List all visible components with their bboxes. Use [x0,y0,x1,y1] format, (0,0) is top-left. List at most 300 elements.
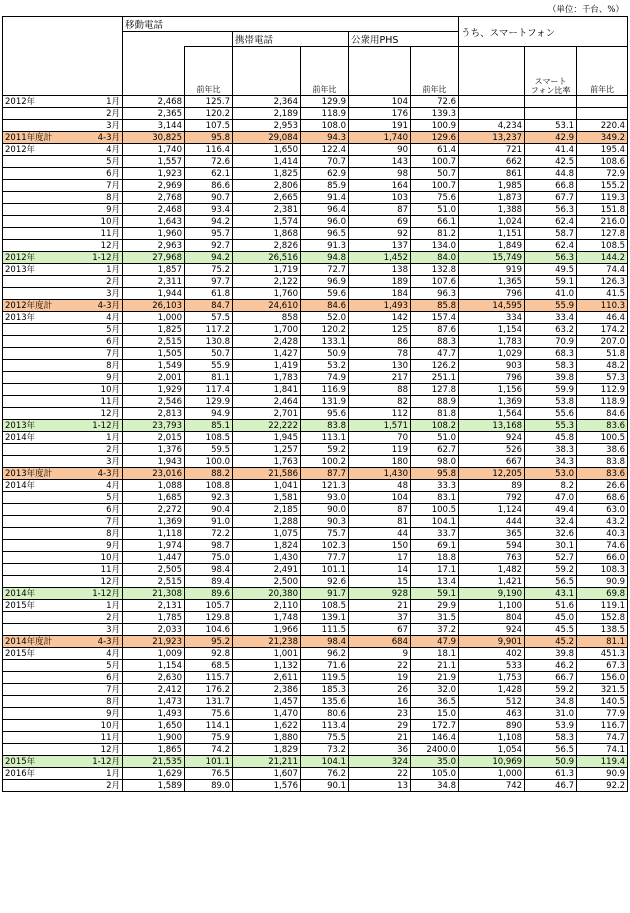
smartphone-units-cell: 365 [459,528,525,540]
phs-units-cell: 119 [349,444,411,456]
mobile-yoy-cell: 94.9 [185,408,233,420]
mobile-units-cell: 1,154 [123,660,185,672]
mobile-units-cell: 1,493 [123,708,185,720]
period-year: 2012年 [3,252,65,264]
smartphone-units-cell: 861 [459,168,525,180]
smartphone-ratio-cell: 55.6 [525,408,577,420]
cellular-units-cell: 1,945 [233,432,301,444]
cellular-units-cell: 1,001 [233,648,301,660]
phs-yoy-cell: 18.1 [411,648,459,660]
period-month: 1月 [65,432,123,444]
cellular-units-cell: 1,576 [233,780,301,792]
phs-yoy-cell: 87.6 [411,324,459,336]
phs-yoy-cell: 66.1 [411,216,459,228]
period-year: 2014年度計 [3,636,65,648]
period-month: 3月 [65,120,123,132]
period-year [3,348,65,360]
cellular-units-cell: 1,760 [233,288,301,300]
cellular-yoy-cell: 111.5 [301,624,349,636]
phs-units-cell: 16 [349,696,411,708]
cellular-yoy-cell: 62.9 [301,168,349,180]
period-month: 10月 [65,552,123,564]
cellular-yoy-cell: 95.6 [301,408,349,420]
period-month: 10月 [65,384,123,396]
cellular-units-cell: 2,464 [233,396,301,408]
smartphone-ratio-cell: 46.2 [525,660,577,672]
smartphone-ratio-cell: 61.3 [525,768,577,780]
cellular-yoy-cell: 96.9 [301,276,349,288]
smartphone-ratio-cell: 53.8 [525,396,577,408]
mobile-yoy-cell: 61.8 [185,288,233,300]
phs-units-cell: 23 [349,708,411,720]
mobile-units-cell: 2,001 [123,372,185,384]
mobile-units-cell: 27,968 [123,252,185,264]
mobile-units-cell: 2,813 [123,408,185,420]
phs-units-cell: 1,430 [349,468,411,480]
table-row [3,732,628,744]
mobile-yoy-cell: 90.4 [185,504,233,516]
table-row [3,768,628,780]
smartphone-yoy-cell: 349.2 [577,132,628,144]
smartphone-units-cell: 1,482 [459,564,525,576]
cellular-yoy-cell: 96.4 [301,204,349,216]
smartphone-units-cell: 4,234 [459,120,525,132]
cellular-yoy-cell: 122.4 [301,144,349,156]
mobile-yoy-cell: 130.8 [185,336,233,348]
period-year [3,216,65,228]
smartphone-ratio-cell: 53.1 [525,120,577,132]
cellular-yoy-cell: 74.9 [301,372,349,384]
cellular-yoy-cell: 116.9 [301,384,349,396]
smartphone-ratio-cell: 55.3 [525,420,577,432]
cellular-yoy-cell: 119.5 [301,672,349,684]
cellular-yoy-cell: 70.7 [301,156,349,168]
smartphone-units-cell: 1,369 [459,396,525,408]
cellular-units-cell: 1,824 [233,540,301,552]
mobile-units-cell: 1,447 [123,552,185,564]
table-row [3,720,628,732]
phs-units-cell: 112 [349,408,411,420]
cellular-yoy-cell: 76.2 [301,768,349,780]
phs-units-cell: 88 [349,384,411,396]
smartphone-ratio-cell: 46.7 [525,780,577,792]
smartphone-units-cell: 1,365 [459,276,525,288]
phs-yoy-cell: 51.0 [411,204,459,216]
table-row [3,684,628,696]
period-month: 5月 [65,492,123,504]
smartphone-ratio-cell [525,96,577,108]
phs-units-cell: 9 [349,648,411,660]
period-year [3,576,65,588]
phs-yoy-cell: 107.6 [411,276,459,288]
smartphone-yoy-cell: 108.6 [577,156,628,168]
period-year [3,492,65,504]
cellular-yoy-cell: 87.7 [301,468,349,480]
phs-yoy-cell: 172.7 [411,720,459,732]
table-row [3,540,628,552]
smartphone-yoy-cell: 81.1 [577,636,628,648]
period-year: 2012年 [3,96,65,108]
phs-yoy-cell: 62.7 [411,444,459,456]
phs-yoy-cell: 88.9 [411,396,459,408]
period-month: 12月 [65,408,123,420]
smartphone-units-cell: 721 [459,144,525,156]
smartphone-yoy-cell: 144.2 [577,252,628,264]
cellular-yoy-cell: 73.2 [301,744,349,756]
table-row [3,480,628,492]
cellular-yoy-cell: 94.8 [301,252,349,264]
smartphone-yoy-cell: 83.6 [577,468,628,480]
smartphone-yoy-cell: 83.8 [577,456,628,468]
mobile-units-cell: 2,131 [123,600,185,612]
cellular-units-cell: 2,500 [233,576,301,588]
phs-yoy-cell: 129.6 [411,132,459,144]
mobile-yoy-cell: 93.4 [185,204,233,216]
smartphone-units-cell: 667 [459,456,525,468]
smartphone-ratio-cell: 45.8 [525,432,577,444]
period-month: 11月 [65,732,123,744]
header-smartphone-yoy: 前年比 [577,47,628,96]
mobile-yoy-cell: 176.2 [185,684,233,696]
period-year [3,672,65,684]
period-year [3,336,65,348]
period-month: 7月 [65,516,123,528]
period-year [3,516,65,528]
phs-units-cell: 1,452 [349,252,411,264]
smartphone-units-cell: 662 [459,156,525,168]
phs-yoy-cell: 108.2 [411,420,459,432]
smartphone-yoy-cell: 74.6 [577,540,628,552]
phs-units-cell: 150 [349,540,411,552]
cellular-yoy-cell: 91.7 [301,588,349,600]
table-row [3,312,628,324]
smartphone-units-cell: 89 [459,480,525,492]
smartphone-units-cell: 9,901 [459,636,525,648]
smartphone-yoy-cell: 77.9 [577,708,628,720]
smartphone-units-cell: 1,564 [459,408,525,420]
cellular-yoy-cell: 108.0 [301,120,349,132]
smartphone-yoy-cell: 127.8 [577,228,628,240]
cellular-yoy-cell: 185.3 [301,684,349,696]
cellular-units-cell: 1,763 [233,456,301,468]
phs-yoy-cell: 100.7 [411,156,459,168]
period-year: 2012年 [3,144,65,156]
cellular-units-cell: 2,386 [233,684,301,696]
mobile-units-cell: 1,865 [123,744,185,756]
mobile-units-cell: 1,650 [123,720,185,732]
phs-yoy-cell: 98.0 [411,456,459,468]
smartphone-yoy-cell: 119.1 [577,600,628,612]
smartphone-units-cell: 1,108 [459,732,525,744]
smartphone-units-cell: 12,205 [459,468,525,480]
smartphone-units-cell: 14,595 [459,300,525,312]
phs-units-cell: 36 [349,744,411,756]
period-year [3,408,65,420]
header-smartphone: うち、スマートフォン [459,17,628,47]
period-year [3,504,65,516]
cellular-units-cell: 1,868 [233,228,301,240]
table-row [3,108,628,120]
table-row [3,576,628,588]
smartphone-yoy-cell: 451.3 [577,648,628,660]
smartphone-ratio-cell: 58.3 [525,360,577,372]
period-year [3,396,65,408]
phs-units-cell: 137 [349,240,411,252]
smartphone-yoy-cell: 321.5 [577,684,628,696]
smartphone-units-cell: 444 [459,516,525,528]
smartphone-units-cell: 533 [459,660,525,672]
mobile-units-cell: 2,311 [123,276,185,288]
cellular-yoy-cell: 90.3 [301,516,349,528]
header-cellular-value [233,47,301,96]
phs-units-cell: 98 [349,168,411,180]
mobile-units-cell: 1,685 [123,492,185,504]
table-row [3,708,628,720]
mobile-units-cell: 2,963 [123,240,185,252]
smartphone-ratio-cell: 52.7 [525,552,577,564]
mobile-yoy-cell: 100.0 [185,456,233,468]
period-month: 9月 [65,372,123,384]
table-row [3,96,628,108]
phs-units-cell: 92 [349,228,411,240]
cellular-yoy-cell: 98.4 [301,636,349,648]
phs-yoy-cell: 104.1 [411,516,459,528]
smartphone-ratio-cell: 58.3 [525,732,577,744]
smartphone-units-cell: 1,388 [459,204,525,216]
smartphone-ratio-cell: 41.0 [525,288,577,300]
mobile-units-cell: 1,009 [123,648,185,660]
smartphone-yoy-cell: 74.7 [577,732,628,744]
mobile-yoy-cell: 116.4 [185,144,233,156]
smartphone-ratio-cell: 45.0 [525,612,577,624]
phs-yoy-cell: 21.9 [411,672,459,684]
mobile-yoy-cell: 94.2 [185,216,233,228]
mobile-units-cell: 1,376 [123,444,185,456]
smartphone-yoy-cell: 140.5 [577,696,628,708]
cellular-yoy-cell: 52.0 [301,312,349,324]
period-month: 6月 [65,336,123,348]
cellular-units-cell: 2,665 [233,192,301,204]
smartphone-units-cell: 903 [459,360,525,372]
phs-units-cell: 81 [349,516,411,528]
phs-yoy-cell: 17.1 [411,564,459,576]
cellular-yoy-cell: 133.1 [301,336,349,348]
smartphone-ratio-cell: 67.7 [525,192,577,204]
mobile-yoy-cell: 92.3 [185,492,233,504]
phs-yoy-cell: 21.1 [411,660,459,672]
cellular-yoy-cell: 101.1 [301,564,349,576]
mobile-yoy-cell: 72.6 [185,156,233,168]
cellular-units-cell: 1,427 [233,348,301,360]
smartphone-ratio-cell: 8.2 [525,480,577,492]
phs-units-cell: 164 [349,180,411,192]
smartphone-yoy-cell: 38.6 [577,444,628,456]
cellular-units-cell: 1,041 [233,480,301,492]
mobile-units-cell: 2,630 [123,672,185,684]
period-month: 1月 [65,600,123,612]
mobile-units-cell: 1,929 [123,384,185,396]
cellular-units-cell: 2,701 [233,408,301,420]
smartphone-yoy-cell: 174.2 [577,324,628,336]
cellular-units-cell: 1,075 [233,528,301,540]
smartphone-units-cell: 15,749 [459,252,525,264]
period-month: 2月 [65,276,123,288]
mobile-units-cell: 2,515 [123,576,185,588]
phs-units-cell: 19 [349,672,411,684]
period-year: 2015年 [3,648,65,660]
period-month: 2月 [65,612,123,624]
phs-units-cell: 138 [349,264,411,276]
mobile-units-cell: 2,505 [123,564,185,576]
smartphone-yoy-cell: 90.9 [577,576,628,588]
period-year: 2014年 [3,480,65,492]
cellular-yoy-cell: 131.9 [301,396,349,408]
cellular-units-cell: 29,084 [233,132,301,144]
period-month: 1-12月 [65,252,123,264]
smartphone-yoy-cell: 46.4 [577,312,628,324]
smartphone-units-cell: 1,849 [459,240,525,252]
table-row [3,348,628,360]
smartphone-ratio-cell: 49.4 [525,504,577,516]
period-month: 12月 [65,744,123,756]
table-row [3,360,628,372]
cellular-yoy-cell: 75.7 [301,528,349,540]
period-month: 11月 [65,564,123,576]
period-year [3,228,65,240]
phs-yoy-cell: 88.3 [411,336,459,348]
cellular-units-cell: 21,238 [233,636,301,648]
table-row [3,240,628,252]
mobile-yoy-cell: 84.7 [185,300,233,312]
table-row [3,204,628,216]
phs-units-cell: 87 [349,204,411,216]
phs-yoy-cell: 13.4 [411,576,459,588]
phs-yoy-cell: 132.8 [411,264,459,276]
header-mobile: 移動電話 [123,17,459,32]
table-row [3,696,628,708]
cellular-yoy-cell: 121.3 [301,480,349,492]
mobile-units-cell: 1,643 [123,216,185,228]
period-year [3,780,65,792]
smartphone-yoy-cell: 74.4 [577,264,628,276]
smartphone-yoy-cell: 216.0 [577,216,628,228]
cellular-yoy-cell: 50.9 [301,348,349,360]
smartphone-ratio-cell: 56.3 [525,252,577,264]
header-sp-ratio: スマート フォン比率 [525,47,577,96]
annual-total-row [3,252,628,264]
cellular-yoy-cell: 71.6 [301,660,349,672]
mobile-units-cell: 2,365 [123,108,185,120]
annual-total-row [3,756,628,768]
table-row [3,288,628,300]
cellular-units-cell: 1,457 [233,696,301,708]
smartphone-yoy-cell: 108.5 [577,240,628,252]
smartphone-yoy-cell: 126.3 [577,276,628,288]
cellular-units-cell: 26,516 [233,252,301,264]
cellular-units-cell: 1,880 [233,732,301,744]
phs-units-cell: 180 [349,456,411,468]
cellular-units-cell: 21,211 [233,756,301,768]
phs-yoy-cell: 96.3 [411,288,459,300]
fiscal-total-row [3,636,628,648]
cellular-units-cell: 1,581 [233,492,301,504]
smartphone-units-cell: 1,054 [459,744,525,756]
smartphone-ratio-cell: 34.3 [525,456,577,468]
smartphone-yoy-cell [577,108,628,120]
period-month: 3月 [65,288,123,300]
period-year [3,552,65,564]
period-month: 1月 [65,264,123,276]
cellular-units-cell: 1,829 [233,744,301,756]
table-row [3,372,628,384]
cellular-units-cell: 1,748 [233,612,301,624]
mobile-yoy-cell: 125.7 [185,96,233,108]
phs-yoy-cell: 81.2 [411,228,459,240]
period-year [3,696,65,708]
fiscal-total-row [3,132,628,144]
mobile-units-cell: 1,473 [123,696,185,708]
smartphone-units-cell: 1,029 [459,348,525,360]
smartphone-yoy-cell: 92.2 [577,780,628,792]
smartphone-ratio-cell: 30.1 [525,540,577,552]
smartphone-ratio-cell: 45.2 [525,636,577,648]
phs-units-cell: 48 [349,480,411,492]
smartphone-units-cell [459,96,525,108]
cellular-units-cell: 1,622 [233,720,301,732]
smartphone-units-cell: 594 [459,540,525,552]
cellular-units-cell: 1,825 [233,168,301,180]
table-row [3,432,628,444]
phs-units-cell: 1,571 [349,420,411,432]
phs-units-cell: 37 [349,612,411,624]
header-smartphone-value [459,47,525,96]
smartphone-units-cell: 1,000 [459,768,525,780]
smartphone-yoy-cell: 110.3 [577,300,628,312]
mobile-yoy-cell: 98.7 [185,540,233,552]
period-year [3,240,65,252]
phs-yoy-cell: 72.6 [411,96,459,108]
smartphone-yoy-cell: 26.6 [577,480,628,492]
smartphone-ratio-cell: 59.2 [525,684,577,696]
phs-units-cell: 217 [349,372,411,384]
smartphone-ratio-cell: 39.8 [525,372,577,384]
period-year: 2014年 [3,588,65,600]
period-month: 5月 [65,324,123,336]
period-year: 2016年 [3,768,65,780]
period-month: 1-12月 [65,420,123,432]
phs-units-cell: 87 [349,504,411,516]
cellular-units-cell: 1,966 [233,624,301,636]
mobile-yoy-cell: 92.8 [185,648,233,660]
mobile-yoy-cell: 129.9 [185,396,233,408]
smartphone-ratio-cell: 56.3 [525,204,577,216]
mobile-units-cell: 26,103 [123,300,185,312]
period-year [3,204,65,216]
mobile-yoy-cell: 95.2 [185,636,233,648]
cellular-units-cell: 1,719 [233,264,301,276]
phs-units-cell: 82 [349,396,411,408]
smartphone-yoy-cell [577,96,628,108]
table-row [3,504,628,516]
mobile-yoy-cell: 94.2 [185,252,233,264]
mobile-units-cell: 1,923 [123,168,185,180]
smartphone-units-cell: 763 [459,552,525,564]
mobile-units-cell: 2,768 [123,192,185,204]
header-phs-yoy: 前年比 [411,47,459,96]
phs-units-cell: 69 [349,216,411,228]
cellular-yoy-cell: 53.2 [301,360,349,372]
cellular-units-cell: 1,783 [233,372,301,384]
